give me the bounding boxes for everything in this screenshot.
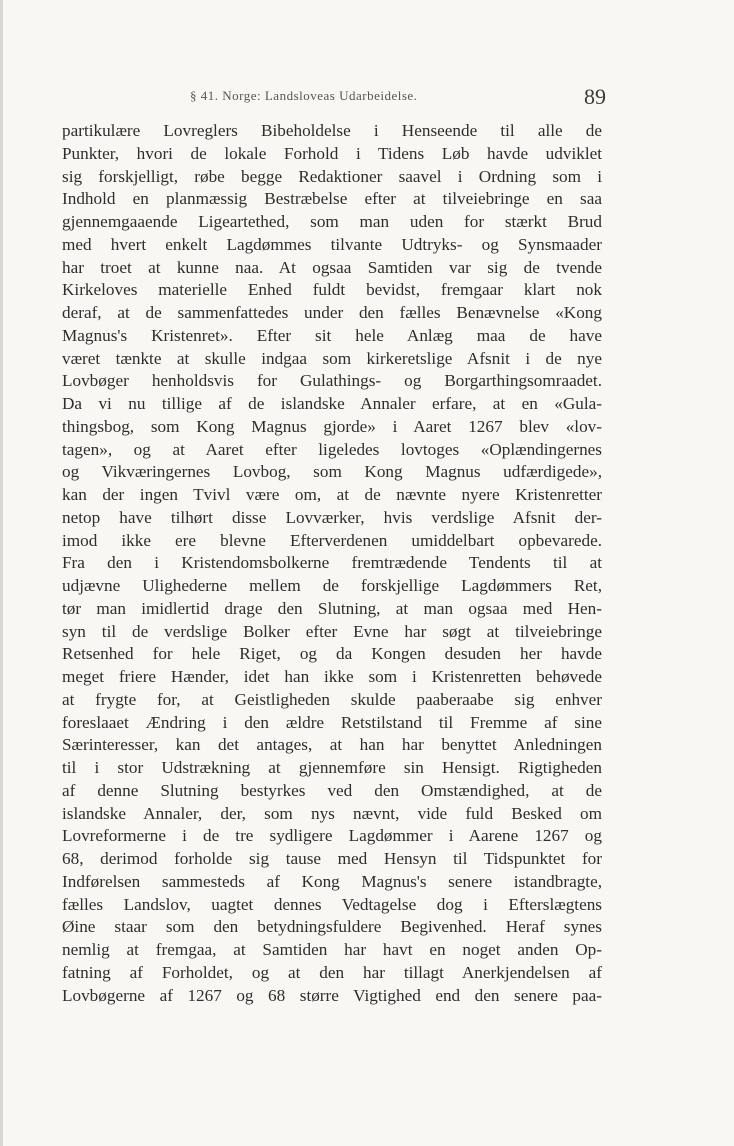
page-edge	[0, 0, 3, 1146]
text-line: imod ikke ere blevne Efterverdenen umiddelbart opbevarede.	[62, 530, 602, 550]
text-line: gjennemgaaende Ligeartethed, som man uden for stærkt Brud	[62, 212, 602, 231]
text-line: og Vikværingernes Lovbog, som Kong Magnus udfærdigede»,	[62, 462, 602, 482]
text-line: Kirkeloves materielle Enhed fuldt bevidst, fremgaar klart nok	[62, 280, 602, 300]
text-line: Indførelsen sammesteds af Kong Magnus's senere istandbragte,	[62, 871, 602, 891]
text-line: 68, derimod forholde sig tause med Hensyn til Tidspunktet for	[62, 849, 602, 868]
text-line: har troet at kunne naa. At ogsaa Samtiden var sig de tvende	[62, 257, 602, 277]
page-number: 89	[584, 84, 606, 109]
text-line: at frygte for, at Geistligheden skulde paaberaabe sig enhver	[62, 689, 602, 709]
text-line: Punkter, hvori de lokale Forhold i Tidens Løb havde udviklet	[62, 143, 602, 163]
text-line: udjævne Ulighederne mellem de forskjellige Lagdømmers Ret,	[62, 576, 602, 595]
text-line: Lovbøger henholdsvis for Gulathings- og Borgarthingsomraadet.	[62, 371, 602, 391]
running-title: § 41. Norge: Landsloveas Udarbeidelse.	[190, 88, 418, 103]
text-line: netop have tilhørt disse Lovværker, hvis verdslige Afsnit der-	[62, 507, 602, 527]
text-line: Øine staar som den betydningsfuldere Begivenhed. Heraf synes	[62, 917, 602, 937]
text-line: Lovbøgerne af 1267 og 68 større Vigtighed end den senere paa-	[62, 985, 602, 1005]
text-line: af denne Slutning bestyrkes ved den Omstændighed, at de	[62, 780, 602, 800]
text-line: været tænkte at skulle indgaa som kirkeretslige Afsnit i de nye	[62, 348, 602, 368]
text-line: partikulære Lovreglers Bibeholdelse i Henseende til alle de	[62, 121, 602, 140]
text-line: fatning af Forholdet, og at den har tillagt Anerkjendelsen af	[62, 962, 602, 982]
text-line: Da vi nu tillige af de islandske Annaler erfare, at en «Gula-	[62, 394, 602, 413]
text-line: tør man imidlertid drage den Slutning, at man ogsaa med Hen-	[62, 598, 602, 618]
text-line: Særinteresser, kan det antages, at han har benyttet Anledningen	[62, 735, 602, 755]
text-line: Lovreformerne i de tre sydligere Lagdømmer i Aarene 1267 og	[62, 826, 602, 846]
text-line: til i stor Udstrækning at gjennemføre sin Hensigt. Rigtigheden	[62, 758, 602, 777]
text-line: deraf, at de sammenfattedes under den fælles Benævnelse «Kong	[62, 303, 602, 322]
text-line: tagen», og at Aaret efter ligeledes lovtoges «Oplændingernes	[62, 439, 602, 459]
running-head	[0, 78, 734, 118]
text-line: Magnus's Kristenret». Efter sit hele Anlæg maa de have	[62, 325, 602, 345]
text-line: syn til de verdslige Bolker efter Evne har søgt at tilveiebringe	[62, 621, 602, 641]
text-line: fælles Landslov, uagtet dennes Vedtagelse dog i Efterslægtens	[62, 894, 602, 914]
text-line: med hvert enkelt Lagdømmes tilvante Udtryks- og Synsmaader	[62, 234, 602, 254]
text-line: islandske Annaler, der, som nys nævnt, vide fuld Besked om	[62, 803, 602, 823]
text-line: foreslaaet Ændring i den ældre Retstilstand til Fremme af sine	[62, 712, 602, 732]
text-line: meget friere Hænder, idet han ikke som i Kristenretten behøvede	[62, 667, 602, 686]
body-text	[62, 120, 602, 1007]
text-line: kan der ingen Tvivl være om, at de nævnte nyere Kristenretter	[62, 485, 602, 504]
text-line: Indhold en planmæssig Bestræbelse efter at tilveiebringe en saa	[62, 189, 602, 209]
text-line: thingsbog, som Kong Magnus gjorde» i Aaret 1267 blev «lov-	[62, 416, 602, 436]
text-line: Retsenhed for hele Riget, og da Kongen desuden her havde	[62, 644, 602, 664]
text-line: Fra den i Kristendomsbolkerne fremtrædende Tendents til at	[62, 553, 602, 573]
text-line: sig forskjelligt, røbe begge Redaktioner saavel i Ordning som i	[62, 166, 602, 186]
text-line: nemlig at fremgaa, at Samtiden har havt en noget anden Op-	[62, 940, 602, 959]
